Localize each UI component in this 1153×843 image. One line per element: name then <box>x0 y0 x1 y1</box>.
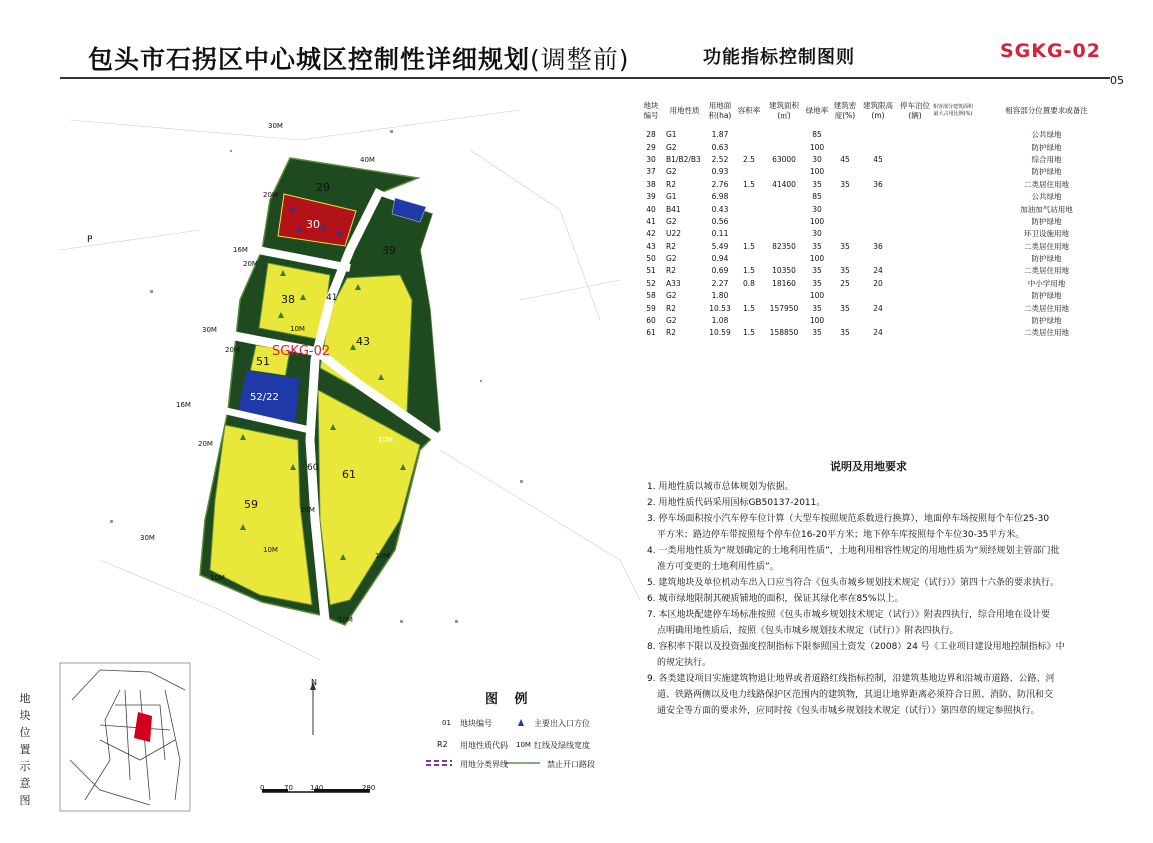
table-cell: 35 <box>812 303 822 313</box>
table-cell <box>733 129 765 141</box>
table-cell <box>831 191 859 203</box>
table-cell <box>933 278 973 290</box>
table-cell: 35 <box>840 303 850 313</box>
table-cell: G2 <box>666 216 677 226</box>
table-cell: 100 <box>809 316 825 326</box>
col-header: 建筑面积(㎡) <box>769 101 799 120</box>
legend-symbol-landuse-code: R2 <box>437 740 448 749</box>
table-cell: 2.5 <box>743 154 755 164</box>
note-line: 点明确用地性质后，按照《包头市城乡规划技术规定（试行）》附表四执行。 <box>657 626 959 636</box>
scale-tick: 140 <box>310 784 324 792</box>
table-cell: 59 <box>646 303 656 313</box>
table-cell <box>897 154 933 166</box>
legend-label-boundary: 用地分类界线 <box>460 760 508 769</box>
table-cell <box>733 141 765 153</box>
table-cell: G2 <box>666 142 677 152</box>
parcel-label-43: 43 <box>356 335 370 348</box>
col-header: 用地面积(ha) <box>708 101 732 120</box>
scale-tick: 0 <box>260 784 265 792</box>
table-cell <box>859 253 897 265</box>
table-cell: 63000 <box>772 154 796 164</box>
table-cell: 28 <box>646 130 656 140</box>
map-code-label: SGKG-02 <box>272 344 331 359</box>
table-cell <box>733 191 765 203</box>
note-line: 5. 建筑地块及单位机动车出入口应当符合《包头市城乡规划技术规定（试行）》第四十六条的要求执行。 <box>647 578 1059 588</box>
table-cell <box>765 191 803 203</box>
table-cell: A33 <box>666 278 681 288</box>
table-cell: 二类居住用地 <box>1024 266 1069 276</box>
svg-text:20M: 20M <box>225 346 240 354</box>
table-cell <box>733 253 765 265</box>
table-cell: R2 <box>666 266 676 276</box>
table-cell <box>897 141 933 153</box>
legend-label-no-opening: 禁止开口路段 <box>547 760 595 769</box>
table-cell: 30 <box>812 154 822 164</box>
table-cell: 20 <box>873 278 883 288</box>
table-cell <box>765 253 803 265</box>
table-cell: 公共绿地 <box>1031 130 1062 140</box>
note-line: 4. 一类用地性质为“规划确定的土地利用性质”，土地利用相容性规定的用地性质为“须经规划主管部门批 <box>647 546 1060 556</box>
side-label-char: 置 <box>19 743 31 756</box>
table-cell: 35 <box>812 241 822 251</box>
table-cell: 2.27 <box>711 278 729 288</box>
table-row <box>640 290 1120 302</box>
table-cell <box>933 216 973 228</box>
table-cell <box>933 290 973 302</box>
table-row <box>640 203 1120 215</box>
table-cell: 35 <box>812 278 822 288</box>
table-cell <box>933 241 973 253</box>
table-cell: 防护绿地 <box>1031 216 1062 226</box>
table-cell <box>831 166 859 178</box>
table-cell: G2 <box>666 291 677 301</box>
table-cell: 25 <box>840 278 850 288</box>
table-cell: 二类居住用地 <box>1024 328 1069 338</box>
side-label-char: 块 <box>19 709 31 722</box>
table-cell <box>897 203 933 215</box>
table-cell: G2 <box>666 167 677 177</box>
table-cell <box>733 166 765 178</box>
legend-label-parcel-no: 地块编号 <box>460 719 492 728</box>
svg-text:20M: 20M <box>243 260 258 268</box>
table-cell: 51 <box>646 266 656 276</box>
table-cell: 1.5 <box>743 328 755 338</box>
table-cell: 1.5 <box>743 266 755 276</box>
table-cell: B1/B2/B3 <box>666 154 701 164</box>
table-row <box>640 302 1120 314</box>
table-cell: 1.87 <box>711 130 729 140</box>
parcel-59 <box>210 425 312 605</box>
page-number: 05 <box>1110 74 1124 87</box>
svg-text:10M: 10M <box>300 506 315 514</box>
table-cell <box>831 129 859 141</box>
table-cell: 防护绿地 <box>1031 167 1062 177</box>
svg-text:30M: 30M <box>140 534 155 542</box>
table-cell: 100 <box>809 167 825 177</box>
table-cell <box>831 315 859 327</box>
parcel-label-30: 30 <box>306 218 320 231</box>
table-cell: G1 <box>666 192 677 202</box>
table-cell: 1.5 <box>743 179 755 189</box>
parcel-label-38: 38 <box>281 293 295 306</box>
table-cell <box>765 228 803 240</box>
table-cell <box>933 166 973 178</box>
notes-list <box>647 479 1122 719</box>
parcel-label-52: 52/22 <box>250 392 279 403</box>
table-cell <box>897 166 933 178</box>
note-line: 的规定执行。 <box>657 658 712 668</box>
table-cell <box>897 302 933 314</box>
table-cell <box>897 290 933 302</box>
table-cell: 58 <box>646 291 656 301</box>
table-cell <box>831 290 859 302</box>
table-cell <box>831 253 859 265</box>
note-line: 8. 容积率下限以及投资强度控制指标下限参照国土资发（2008）24 号《工业项目建设用地控制指标》中 <box>647 642 1065 652</box>
table-cell: 防护绿地 <box>1031 142 1062 152</box>
table-cell: 100 <box>809 291 825 301</box>
col-header: 绿地率 <box>805 106 829 115</box>
table-cell <box>831 203 859 215</box>
table-cell <box>897 278 933 290</box>
table-cell <box>859 191 897 203</box>
table-cell <box>933 191 973 203</box>
table-cell: R2 <box>666 241 676 251</box>
table-cell: 82350 <box>772 241 796 251</box>
table-row <box>640 228 1120 240</box>
table-cell <box>733 290 765 302</box>
table-cell: 61 <box>646 328 656 338</box>
table-cell: 2.76 <box>711 179 729 189</box>
parcel-label-60: 60 <box>307 463 319 473</box>
table-cell <box>933 228 973 240</box>
table-cell: 29 <box>646 142 656 152</box>
table-cell <box>765 166 803 178</box>
table-cell <box>933 154 973 166</box>
table-cell: 综合用地 <box>1031 154 1062 164</box>
table-cell: 二类居住用地 <box>1024 303 1069 313</box>
table-cell: 0.11 <box>711 229 729 239</box>
side-label-char: 地 <box>19 692 31 705</box>
table-cell <box>933 265 973 277</box>
table-row <box>640 166 1120 178</box>
table-cell: 环卫设施用地 <box>1024 229 1069 239</box>
notes-title: 说明及用地要求 <box>830 460 907 473</box>
table-cell: 公共绿地 <box>1031 192 1062 202</box>
table-cell: 100 <box>809 216 825 226</box>
table-cell: 防护绿地 <box>1031 254 1062 264</box>
svg-text:10M: 10M <box>290 325 305 333</box>
parcel-label-61: 61 <box>342 468 356 481</box>
table-cell <box>765 290 803 302</box>
scale-tick: 280 <box>362 784 376 792</box>
plan-title-text: 包头市石拐区中心城区控制性详细规划 <box>88 45 531 74</box>
table-cell: 41 <box>646 216 656 226</box>
table-cell: 0.69 <box>711 266 729 276</box>
table-cell: 1.80 <box>711 291 729 301</box>
table-cell: B41 <box>666 204 681 214</box>
table-cell: 39 <box>646 192 656 202</box>
table-cell <box>765 141 803 153</box>
note-line: 9. 各类建设项目实施建筑物退让地界或者道路红线指标控制，沿建筑基地边界和沿城市道路、公路、河 <box>647 674 1055 684</box>
side-label-char: 意 <box>19 777 31 790</box>
table-cell <box>933 253 973 265</box>
svg-text:40M: 40M <box>360 156 375 164</box>
table-cell: 18160 <box>772 278 796 288</box>
col-header: 容积率 <box>737 106 761 115</box>
table-cell: R2 <box>666 179 676 189</box>
table-cell <box>897 241 933 253</box>
table-cell <box>933 179 973 191</box>
table-cell: 0.8 <box>743 278 755 288</box>
table-row <box>640 241 1120 253</box>
table-cell <box>765 216 803 228</box>
sheet-code: SGKG-02 <box>1000 40 1101 62</box>
parcel-label-41: 41 <box>326 293 338 303</box>
table-cell <box>765 203 803 215</box>
table-cell: G2 <box>666 254 677 264</box>
legend-title: 图 例 <box>485 692 534 707</box>
table-cell <box>897 216 933 228</box>
table-cell <box>733 228 765 240</box>
table-cell <box>859 290 897 302</box>
table-row <box>640 278 1120 290</box>
svg-text:16M: 16M <box>176 401 191 409</box>
table-cell: R2 <box>666 328 676 338</box>
svg-text:10M: 10M <box>375 552 390 560</box>
col-header: 用地性质 <box>669 106 700 115</box>
table-row <box>640 253 1120 265</box>
north-label: N <box>311 678 317 687</box>
table-cell: 36 <box>873 179 883 189</box>
table-cell: 85 <box>812 130 822 140</box>
table-cell: 30 <box>812 204 822 214</box>
col-header: 相容部分建筑面积最大占用比例(%) <box>933 104 974 117</box>
table-cell: 36 <box>873 241 883 251</box>
table-cell: 38 <box>646 179 656 189</box>
note-line: 平方米；路边停车带按照每个停车位16-20平方米；地下停车库按照每个车位30-35平方米。 <box>657 530 1025 540</box>
north-arrow <box>310 682 316 735</box>
table-cell: 35 <box>840 328 850 338</box>
parcel-label-29: 29 <box>316 181 330 194</box>
note-line: 准方可变更的土地利用性质”。 <box>657 562 779 572</box>
table-row <box>640 179 1120 191</box>
location-inset <box>60 663 190 811</box>
map-side-letter: P <box>87 235 93 245</box>
note-line: 7. 本区地块配建停车场标准按照《包头市城乡规划技术规定（试行）》附表四执行，综合用地在设计要 <box>647 610 1050 620</box>
table-cell: G1 <box>666 130 677 140</box>
legend-label-width: 红线及绿线宽度 <box>534 741 590 750</box>
note-line: 6. 城市绿地限制其硬质铺地的面积，保证其绿化率在85%以上。 <box>647 594 904 604</box>
table-cell: 35 <box>840 241 850 251</box>
table-cell: 加油加气站用地 <box>1020 204 1073 214</box>
table-cell: 45 <box>840 154 850 164</box>
table-cell: 35 <box>812 179 822 189</box>
table-row <box>640 315 1120 327</box>
table-cell <box>897 327 933 339</box>
table-cell: 10350 <box>772 266 796 276</box>
legend-label-landuse-code: 用地性质代码 <box>460 741 508 750</box>
svg-text:10M: 10M <box>378 436 393 444</box>
table-cell <box>933 141 973 153</box>
table-cell: 24 <box>873 328 883 338</box>
table-row <box>640 129 1120 141</box>
table-cell <box>859 166 897 178</box>
note-line: 道、铁路两侧以及电力线路保护区范围内的建筑物，其退让地界距离必须符合日照、消防、防汛和交 <box>657 690 1054 700</box>
table-cell: 42 <box>646 229 656 239</box>
table-cell: 0.43 <box>711 204 729 214</box>
table-cell: 0.56 <box>711 216 729 226</box>
table-cell <box>897 228 933 240</box>
table-row <box>640 327 1120 339</box>
table-cell <box>831 216 859 228</box>
col-header: 建筑限高(m) <box>863 101 893 120</box>
table-cell <box>897 315 933 327</box>
table-cell <box>831 141 859 153</box>
legend-symbol-parcel-no: 01 <box>442 719 451 727</box>
table-cell: 5.49 <box>711 241 729 251</box>
parcel-label-51: 51 <box>256 355 270 368</box>
side-label-char: 位 <box>19 726 31 739</box>
table-cell: 37 <box>646 167 656 177</box>
table-cell <box>831 228 859 240</box>
table-cell <box>897 129 933 141</box>
table-cell <box>859 129 897 141</box>
table-cell: 52 <box>646 278 656 288</box>
table-cell: 6.98 <box>711 192 729 202</box>
col-header: 相容部分位置要求或备注 <box>1005 106 1088 115</box>
table-cell: 二类居住用地 <box>1024 241 1069 251</box>
parcel-label-59: 59 <box>244 498 258 511</box>
note-line: 1. 用地性质以城市总体规划为依据。 <box>647 482 794 492</box>
table-cell <box>933 129 973 141</box>
table-cell: 50 <box>646 254 656 264</box>
table-cell: 60 <box>646 316 656 326</box>
table-cell: 158850 <box>769 328 799 338</box>
table-cell: 防护绿地 <box>1031 291 1062 301</box>
scale-tick: 70 <box>284 784 293 792</box>
table-cell: 1.5 <box>743 241 755 251</box>
table-cell: 85 <box>812 192 822 202</box>
table-cell <box>897 265 933 277</box>
table-cell: 30 <box>812 229 822 239</box>
svg-text:30M: 30M <box>202 326 217 334</box>
table-cell: G2 <box>666 316 677 326</box>
table-cell: 1.5 <box>743 303 755 313</box>
col-header: 停车泊位(辆) <box>900 101 930 120</box>
table-cell: U22 <box>666 229 682 239</box>
table-cell <box>897 253 933 265</box>
table-cell: 43 <box>646 241 656 251</box>
note-line: 3. 停车场面积按小汽车停车位计算（大型车按照规范系数进行换算），地面停车场按照每个车位25-30 <box>647 514 1050 524</box>
table-cell: 2.52 <box>711 154 729 164</box>
table-cell: 0.93 <box>711 167 729 177</box>
table-cell: 0.94 <box>711 254 729 264</box>
side-label-char: 图 <box>19 794 31 807</box>
svg-text:16M: 16M <box>233 246 248 254</box>
table-cell <box>859 203 897 215</box>
table-cell: 中小学用地 <box>1027 278 1066 288</box>
svg-text:30M: 30M <box>268 122 283 130</box>
table-cell: 二类居住用地 <box>1024 179 1069 189</box>
table-cell: 1.08 <box>711 316 729 326</box>
table-cell: 10.53 <box>709 303 731 313</box>
table-cell: 40 <box>646 204 656 214</box>
svg-text:10M: 10M <box>210 574 225 582</box>
svg-text:10M: 10M <box>338 616 353 624</box>
table-cell <box>733 216 765 228</box>
table-cell: 24 <box>873 266 883 276</box>
table-cell: 157950 <box>769 303 799 313</box>
table-cell <box>897 191 933 203</box>
table-cell: 35 <box>812 328 822 338</box>
table-cell: 45 <box>873 154 883 164</box>
note-line: 通安全等方面的要求外，应同时按《包头市城乡规划技术规定（试行）》第四章的规定参照执行。 <box>657 706 1040 716</box>
table-cell <box>859 141 897 153</box>
table-body <box>640 129 1120 340</box>
table-cell <box>765 129 803 141</box>
indicator-table <box>640 93 1120 340</box>
table-cell <box>765 315 803 327</box>
plan-title-suffix: (调整前) <box>530 45 630 74</box>
table-cell: 35 <box>840 266 850 276</box>
table-row <box>640 154 1120 166</box>
side-label-char: 示 <box>19 760 31 773</box>
note-line: 2. 用地性质代码采用国标GB50137-2011。 <box>647 498 826 508</box>
svg-text:10M: 10M <box>263 546 278 554</box>
table-row <box>640 265 1120 277</box>
table-header-row <box>640 93 1120 129</box>
svg-text:20M: 20M <box>198 440 213 448</box>
table-cell: 0.63 <box>711 142 729 152</box>
table-cell: R2 <box>666 303 676 313</box>
table-cell <box>933 203 973 215</box>
table-cell: 10.59 <box>709 328 731 338</box>
table-cell <box>897 179 933 191</box>
table-cell <box>733 203 765 215</box>
table-cell <box>859 228 897 240</box>
table-cell: 100 <box>809 142 825 152</box>
table-cell <box>859 315 897 327</box>
table-cell: 35 <box>812 266 822 276</box>
table-row <box>640 216 1120 228</box>
table-cell: 30 <box>646 154 656 164</box>
table-row <box>640 141 1120 153</box>
table-cell <box>859 216 897 228</box>
inset-side-label <box>18 690 32 809</box>
table-cell: 24 <box>873 303 883 313</box>
table-cell <box>733 315 765 327</box>
table-cell: 35 <box>840 179 850 189</box>
table-cell <box>933 327 973 339</box>
col-header: 地块编号 <box>643 101 659 120</box>
legend-label-entrance: 主要出入口方位 <box>534 719 590 728</box>
table-row <box>640 191 1120 203</box>
table-cell: 41400 <box>772 179 796 189</box>
col-header: 建筑密度(%) <box>833 101 857 120</box>
svg-text:20M: 20M <box>263 191 278 199</box>
table-cell: 防护绿地 <box>1031 316 1062 326</box>
parcel-label-39: 39 <box>382 244 396 257</box>
table-cell <box>933 302 973 314</box>
table-cell <box>933 315 973 327</box>
table-cell: 100 <box>809 254 825 264</box>
sheet-subtitle: 功能指标控制图则 <box>703 47 855 68</box>
legend-symbol-width: 10M <box>516 741 531 749</box>
